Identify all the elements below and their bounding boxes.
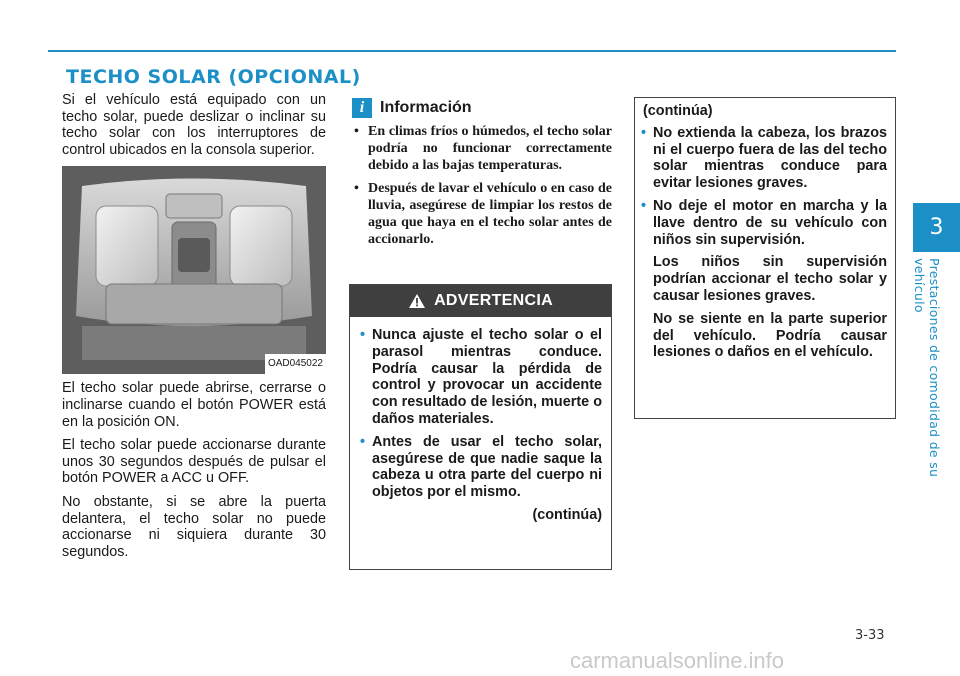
- continuation-item: • No deje el motor en marcha y la llave dentro de su vehículo con niños sin supervisión.: [641, 197, 887, 248]
- body-paragraph-1: El techo solar puede abrirse, cerrarse o inclinarse cuando el botón POWER está en la posición ON.: [62, 380, 326, 430]
- info-item: • Después de lavar el vehículo o en caso de lluvia, asegúrese de limpiar los restos de agua que haya en el techo solar antes de accionarlo.: [352, 180, 612, 248]
- top-rule: [48, 50, 896, 52]
- overhead-console-photo: [62, 166, 326, 374]
- overhead-console-illustration: [62, 166, 326, 374]
- chapter-number-tab: 3: [913, 203, 960, 252]
- continuation-paragraph: Los niños sin supervisión podrían accionar el techo solar y causar lesiones graves.: [653, 254, 887, 304]
- section-title: TECHO SOLAR (OPCIONAL): [66, 66, 361, 88]
- warning-item: • Nunca ajuste el techo solar o el parasol mientras conduce. Podría causar la pérdida de control y provocar un accidente con resultado de lesión, muerte o daños materiales.: [360, 327, 602, 427]
- warning-header: [350, 285, 611, 317]
- continuation-body: [635, 98, 895, 361]
- continuation-paragraph: No se siente en la parte superior del vehículo. Podría causar lesiones o daños en el vehículo.: [653, 310, 887, 361]
- info-heading: [352, 98, 472, 118]
- info-item: • En climas fríos o húmedos, el techo solar podría no funcionar correctamente debido a las bajas temperaturas.: [352, 123, 612, 174]
- page-number: 3-33: [855, 628, 885, 643]
- left-column: [62, 92, 326, 567]
- warning-body: [350, 317, 611, 524]
- chapter-title-vertical: Prestaciones de comodidad de su vehículo: [912, 258, 942, 478]
- continuation-header: (continúa): [643, 103, 713, 119]
- bullet-dot: •: [360, 327, 366, 343]
- watermark: carmanualsonline.info: [570, 648, 785, 673]
- continuation-box: [634, 97, 896, 419]
- warning-triangle-icon: [408, 293, 426, 309]
- warning-item: • Antes de usar el techo solar, asegúrese de que nadie saque la cabeza u otra parte del cuerpo ni objetos por el mismo.: [360, 433, 602, 501]
- warning-box: [349, 284, 612, 570]
- bullet-dot: •: [641, 197, 647, 214]
- warning-continued: (continúa): [532, 506, 602, 523]
- continuation-item: • No extienda la cabeza, los brazos ni el cuerpo fuera de las del techo solar mientras conduce para evitar lesiones graves.: [641, 124, 887, 192]
- photo-caption: OAD045022: [265, 354, 326, 375]
- info-icon: i: [352, 98, 372, 118]
- bullet-dot: •: [360, 433, 366, 450]
- info-title: Información: [380, 99, 472, 116]
- body-paragraph-2: El techo solar puede accionarse durante unos 30 segundos después de pulsar el botón POWER a ACC u OFF.: [62, 437, 326, 487]
- intro-paragraph: Si el vehículo está equipado con un techo solar, puede deslizar o inclinar su techo solar con los interruptores de control ubicados en la consola superior.: [62, 92, 326, 158]
- warning-title: ADVERTENCIA: [434, 292, 553, 309]
- info-list: [352, 123, 612, 254]
- bullet-dot: •: [641, 124, 647, 141]
- body-paragraph-3: No obstante, si se abre la puerta delantera, el techo solar no puede accionarse ni siquiera durante 30 segundos.: [62, 493, 326, 560]
